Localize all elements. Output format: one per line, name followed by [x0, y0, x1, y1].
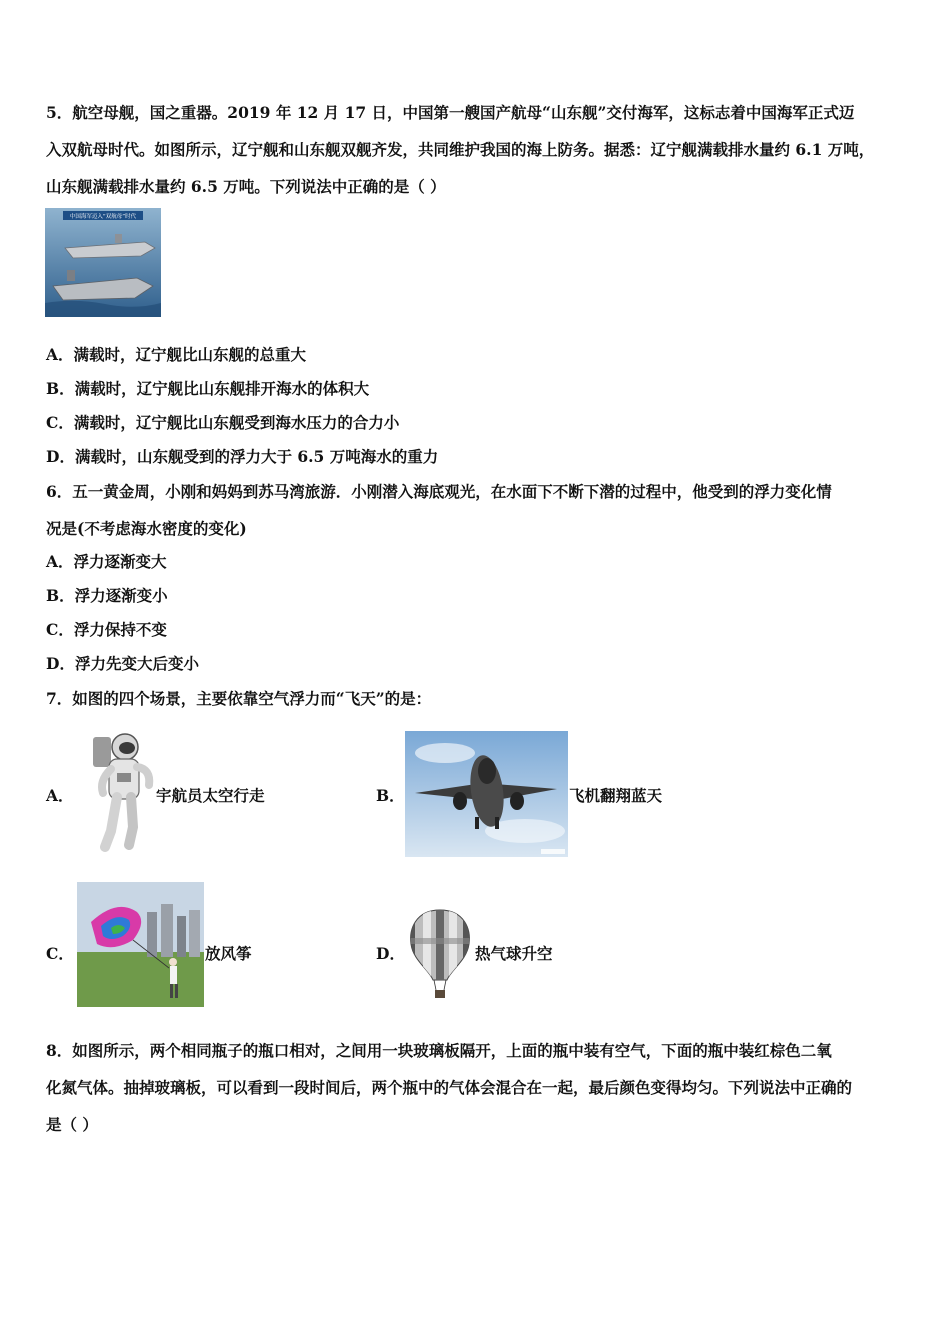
q5-stem-line-3: 山东舰满载排水量约 6.5 万吨。下列说法中正确的是（ ）	[46, 177, 446, 196]
q5-option-c: C．满载时，辽宁舰比山东舰受到海水压力的合力小	[46, 413, 400, 432]
q7-option-a-label: A．	[46, 786, 74, 805]
q7-option-d-label: D．	[376, 944, 405, 963]
aircraft-carriers-image	[45, 208, 161, 317]
q5-option-d: D．满载时，山东舰受到的浮力大于 6.5 万吨海水的重力	[46, 447, 439, 466]
airplane-image	[405, 731, 568, 857]
q7-stem: 7．如图的四个场景，主要依靠空气浮力而“飞天”的是：	[46, 689, 432, 708]
q6-option-b: B．浮力逐渐变小	[46, 586, 168, 605]
q7-option-b-label: B．	[376, 786, 405, 805]
kite-image	[77, 882, 204, 1007]
q6-option-a: A．浮力逐渐变大	[46, 552, 167, 571]
q7-option-c-label: C．	[46, 944, 74, 963]
q5-option-b: B．满载时，辽宁舰比山东舰排开海水的体积大	[46, 379, 370, 398]
q5-option-a: A．满载时，辽宁舰比山东舰的总重大	[46, 345, 307, 364]
q7-option-b-text: 飞机翻翔蓝天	[569, 786, 663, 805]
carrier-image-caption: 中国海军迈入“双航母”时代	[69, 214, 137, 220]
q5-stem-line-2: 入双航母时代。如图所示，辽宁舰和山东舰双舰齐发，共同维护我国的海上防务。据悉：辽宁舰满载排水量约 6.1 万吨，	[46, 140, 875, 159]
q8-stem-line-2: 化氮气体。抽掉玻璃板，可以看到一段时间后，两个瓶中的气体会混合在一起，最后颜色变得均匀。下列说法中正确的	[46, 1078, 853, 1097]
q7-option-d-text: 热气球升空	[475, 944, 553, 963]
q6-stem-line-2: 况是(不考虑海水密度的变化)	[46, 519, 247, 538]
hot-air-balloon-image	[407, 908, 473, 1002]
q6-stem-line-1: 6．五一黄金周，小刚和妈妈到苏马湾旅游．小刚潜入海底观光，在水面下不断下潜的过程中，他受到的浮力变化情	[46, 482, 832, 501]
q5-stem-line-1: 5．航空母舰，国之重器。2019 年 12 月 17 日，中国第一艘国产航母“山东舰”交付海军，这标志着中国海军正式迈	[46, 103, 855, 122]
q6-option-d: D．浮力先变大后变小	[46, 654, 199, 673]
q8-stem-line-3: 是（ ）	[46, 1115, 98, 1134]
q7-option-a-text: 宇航员太空行走	[156, 786, 265, 805]
astronaut-image	[85, 727, 155, 853]
q6-option-c: C．浮力保持不变	[46, 620, 167, 639]
q7-option-c-text: 放风筝	[205, 944, 252, 963]
q8-stem-line-1: 8．如图所示，两个相同瓶子的瓶口相对，之间用一块玻璃板隔开，上面的瓶中装有空气，下面的瓶中装红棕色二氧	[46, 1041, 832, 1060]
